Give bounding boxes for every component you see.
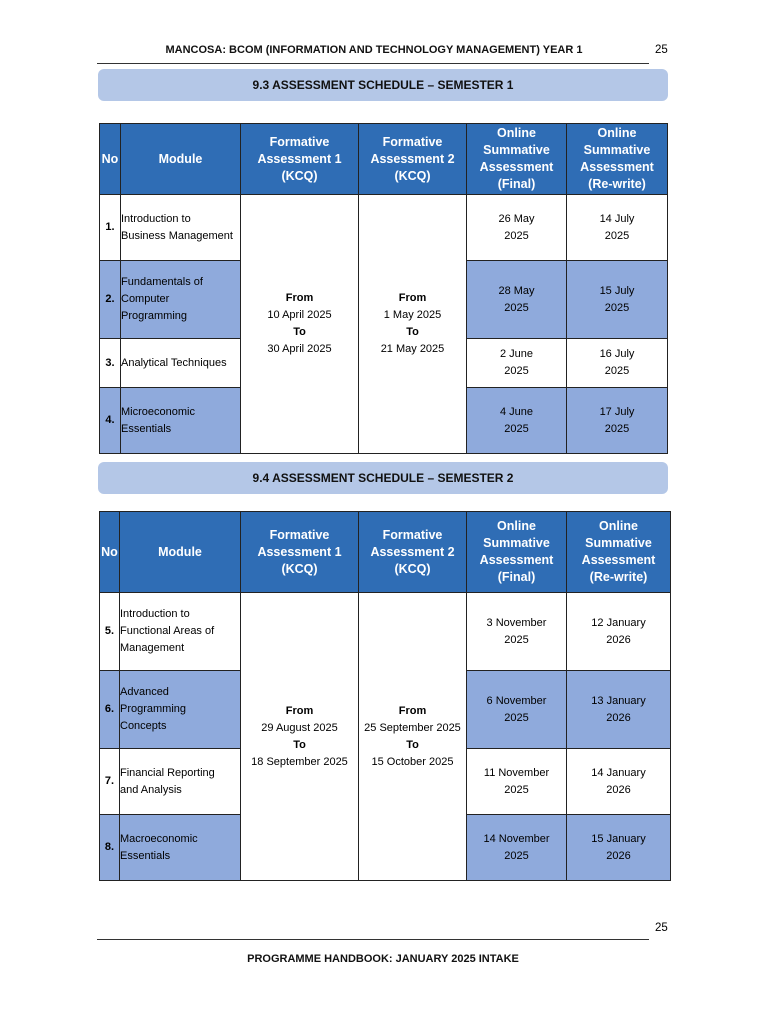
table-header-row	[100, 512, 671, 593]
final-date: 14 November 2025	[467, 815, 567, 881]
header-no: No	[100, 124, 121, 195]
row-number: 6.	[100, 671, 120, 749]
table-row	[100, 593, 671, 671]
header-summative-rewrite: Online Summative Assessment (Re-write)	[567, 124, 668, 195]
section-title-semester-1: 9.3 ASSESSMENT SCHEDULE – SEMESTER 1	[98, 69, 668, 101]
table-header-row	[100, 124, 668, 195]
row-number: 7.	[100, 749, 120, 815]
formative-2-range: From 1 May 2025 To 21 May 2025	[359, 195, 467, 454]
row-number: 1.	[100, 195, 121, 261]
formative-1-range: From 29 August 2025 To 18 September 2025	[241, 593, 359, 881]
module-name: Macroeconomic Essentials	[120, 815, 241, 881]
table-row	[100, 195, 668, 261]
row-number: 2.	[100, 261, 121, 339]
rewrite-date: 12 January 2026	[567, 593, 671, 671]
header-formative-2: Formative Assessment 2 (KCQ)	[359, 512, 467, 593]
schedule-table-semester-2	[99, 511, 671, 881]
rewrite-date: 13 January 2026	[567, 671, 671, 749]
row-number: 4.	[100, 388, 121, 454]
module-name: Analytical Techniques	[121, 339, 241, 388]
formative-1-range: From 10 April 2025 To 30 April 2025	[241, 195, 359, 454]
rewrite-date: 14 January 2026	[567, 749, 671, 815]
final-date: 28 May 2025	[467, 261, 567, 339]
header-module: Module	[121, 124, 241, 195]
page-header-title: MANCOSA: BCOM (INFORMATION AND TECHNOLOGY MANAGEMENT) YEAR 1	[165, 44, 583, 56]
row-number: 8.	[100, 815, 120, 881]
formative-2-range: From 25 September 2025 To 15 October 2025	[359, 593, 467, 881]
final-date: 6 November 2025	[467, 671, 567, 749]
header-summative-final: Online Summative Assessment (Final)	[467, 124, 567, 195]
header-formative-2: Formative Assessment 2 (KCQ)	[359, 124, 467, 195]
footer-rule	[97, 939, 649, 940]
header-formative-1: Formative Assessment 1 (KCQ)	[241, 512, 359, 593]
final-date: 4 June 2025	[467, 388, 567, 454]
section-title-semester-2: 9.4 ASSESSMENT SCHEDULE – SEMESTER 2	[98, 462, 668, 494]
header-rule	[97, 63, 649, 64]
final-date: 2 June 2025	[467, 339, 567, 388]
module-name: Introduction to Business Management	[121, 195, 241, 261]
rewrite-date: 17 July 2025	[567, 388, 668, 454]
module-name: Microeconomic Essentials	[121, 388, 241, 454]
footer-title: PROGRAMME HANDBOOK: JANUARY 2025 INTAKE	[247, 953, 519, 965]
row-number: 5.	[100, 593, 120, 671]
rewrite-date: 14 July 2025	[567, 195, 668, 261]
rewrite-date: 16 July 2025	[567, 339, 668, 388]
header-formative-1: Formative Assessment 1 (KCQ)	[241, 124, 359, 195]
module-name: Financial Reporting and Analysis	[120, 749, 241, 815]
page-number-top: 25	[655, 44, 668, 56]
header-summative-final: Online Summative Assessment (Final)	[467, 512, 567, 593]
final-date: 11 November 2025	[467, 749, 567, 815]
header-no: No	[100, 512, 120, 593]
final-date: 26 May 2025	[467, 195, 567, 261]
header-module: Module	[120, 512, 241, 593]
rewrite-date: 15 July 2025	[567, 261, 668, 339]
header-summative-rewrite: Online Summative Assessment (Re-write)	[567, 512, 671, 593]
final-date: 3 November 2025	[467, 593, 567, 671]
module-name: Introduction to Functional Areas of Management	[120, 593, 241, 671]
schedule-table-semester-1	[99, 123, 668, 454]
page-number-bottom: 25	[655, 922, 668, 934]
module-name: Fundamentals of Computer Programming	[121, 261, 241, 339]
module-name: Advanced Programming Concepts	[120, 671, 241, 749]
rewrite-date: 15 January 2026	[567, 815, 671, 881]
row-number: 3.	[100, 339, 121, 388]
